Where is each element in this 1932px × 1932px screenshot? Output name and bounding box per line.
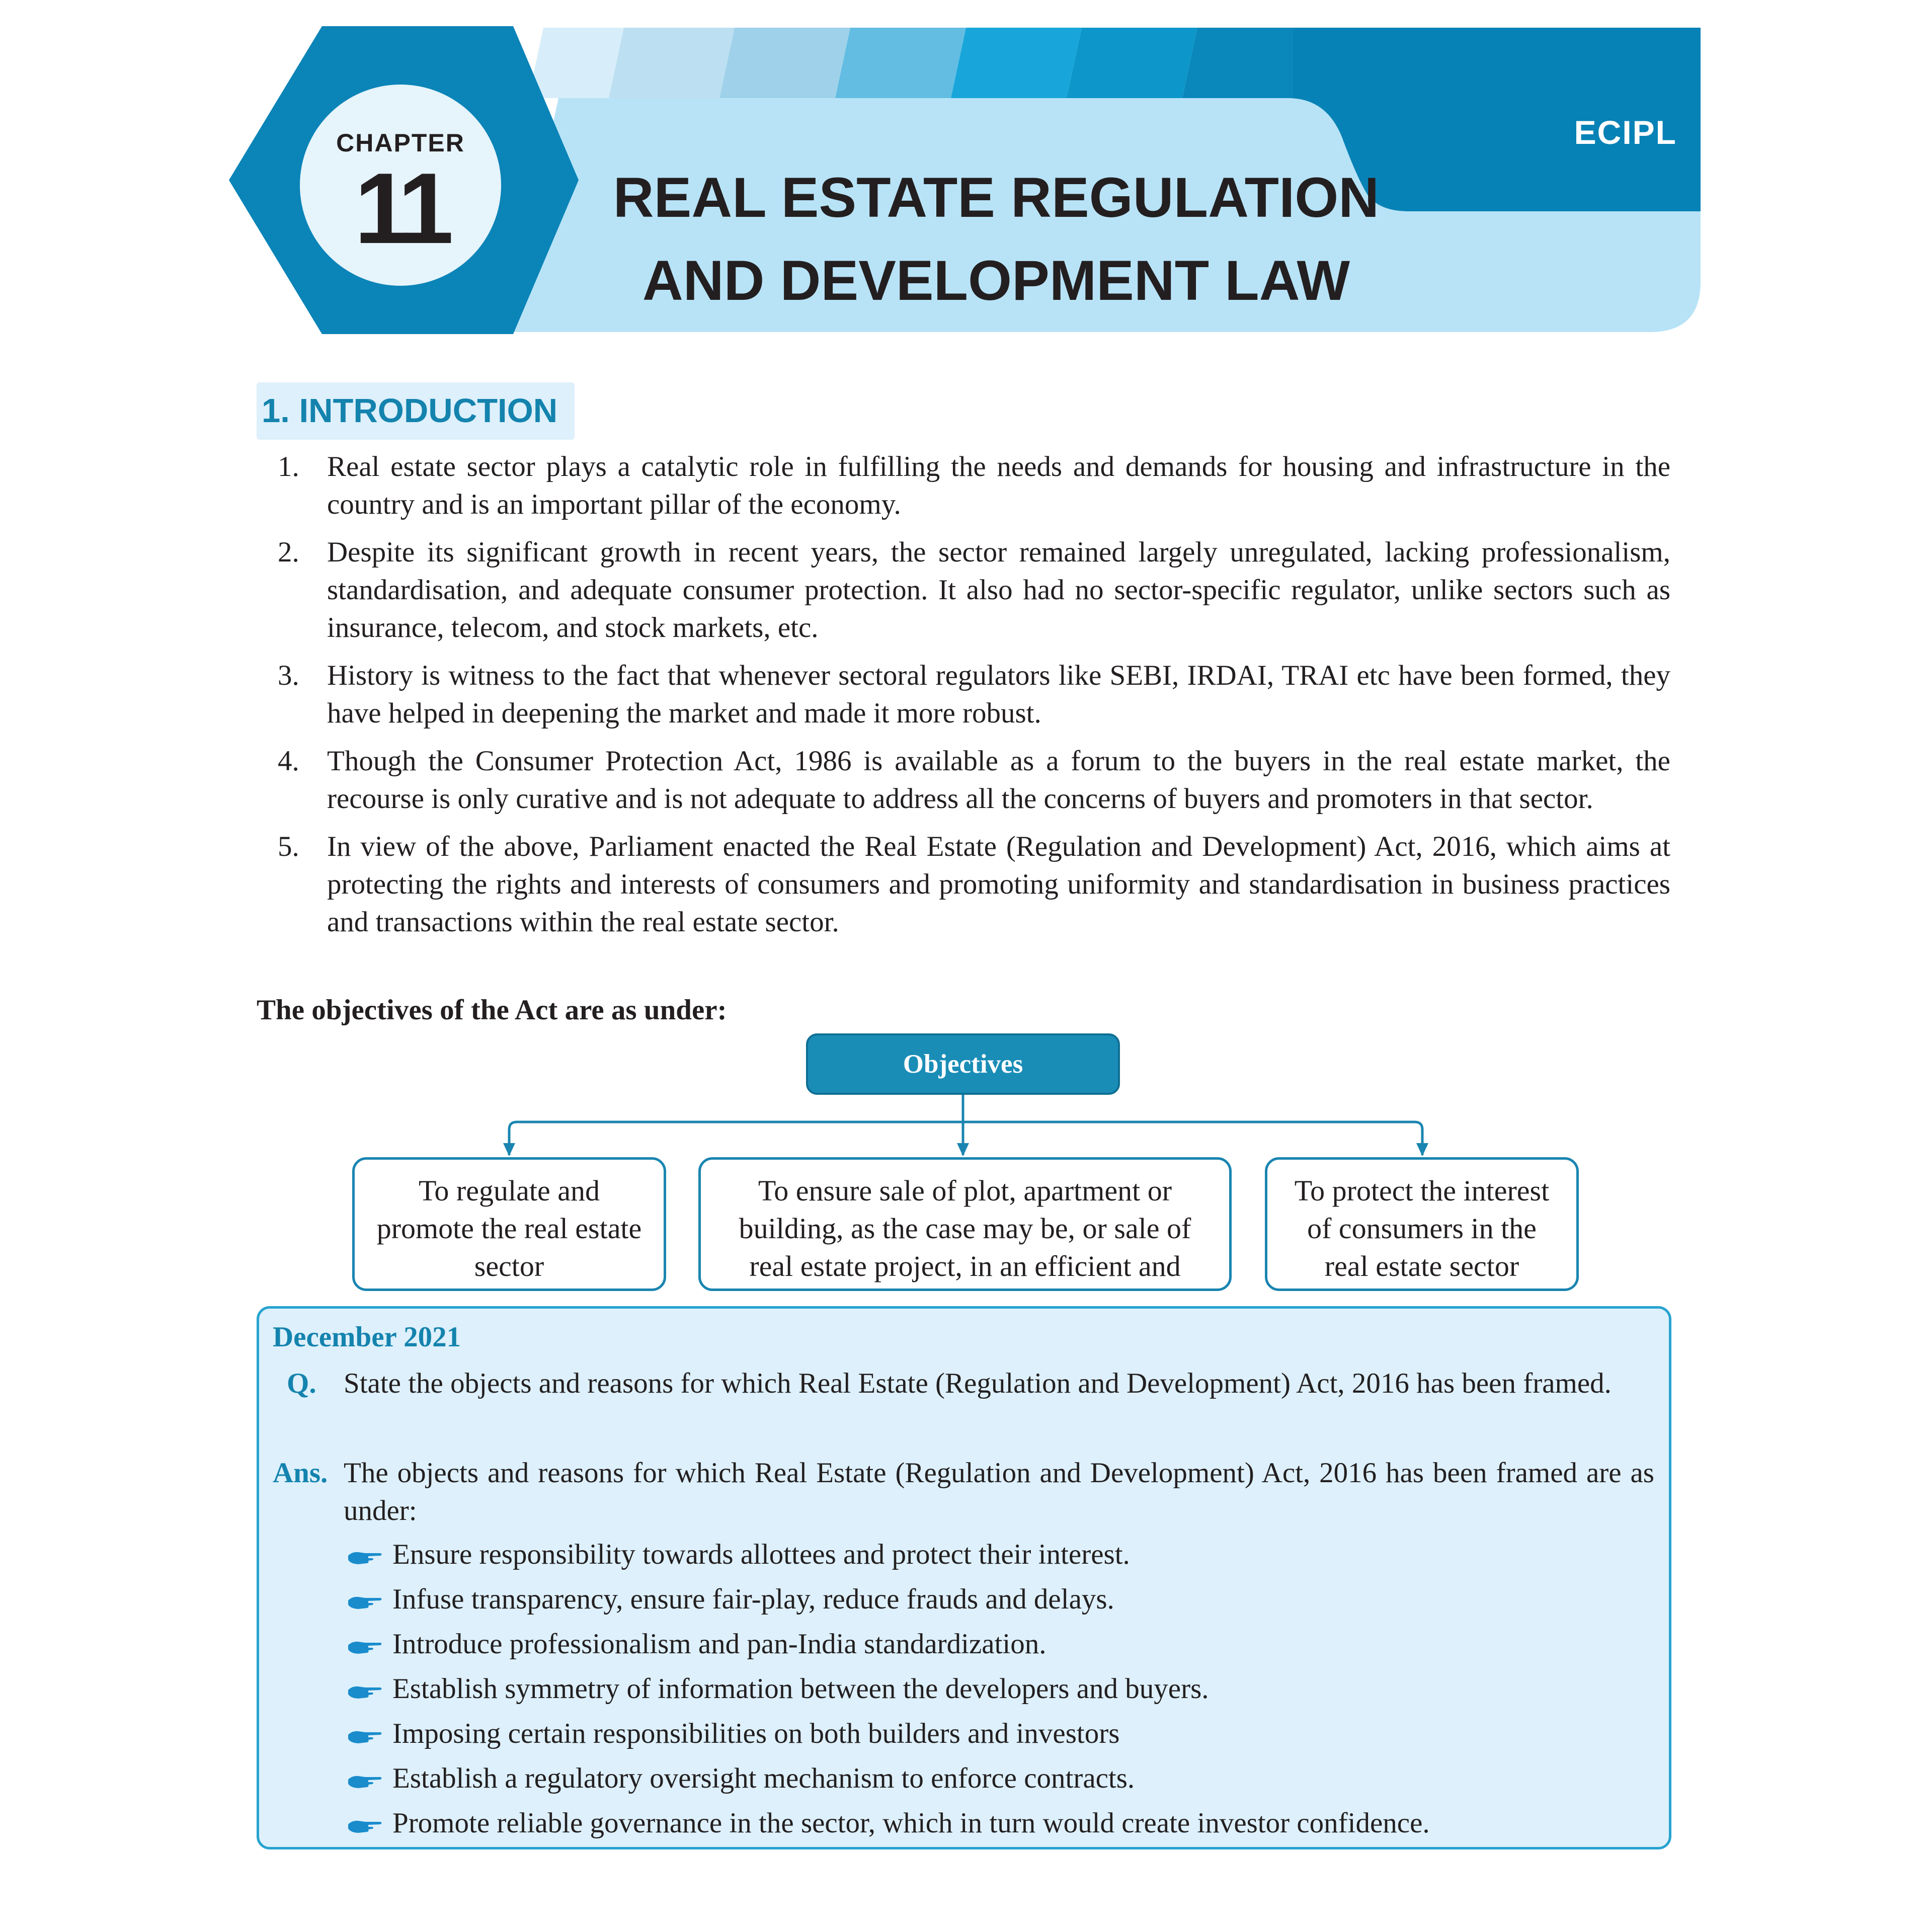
list-item-text: Real estate sector plays a catalytic role in fulfilling the needs and demands for housing and infrastructure in the country and is an important pillar of the economy. (327, 451, 1670, 520)
bullet-text: Introduce professionalism and pan-India standardization. (392, 1628, 1046, 1660)
bullet-text: Ensure responsibility towards allottees and protect their interest. (392, 1539, 1130, 1570)
list-item (347, 1715, 1430, 1759)
bullet-text: Infuse transparency, ensure fair-play, reduce frauds and delays. (392, 1583, 1114, 1615)
list-item-text: Though the Consumer Protection Act, 1986 is available as a forum to the buyers in the real estate market, the recourse is only curative and is not adequate to address all the concerns of buyers and promoters in that sector. (327, 745, 1670, 815)
objective-box-ensure-sale (698, 1157, 1232, 1291)
list-item-text: History is witness to the fact that whenever sectoral regulators like SEBI, IRDAI, TRAI etc have been formed, they have helped in deepening the market and made it more robust. (327, 660, 1670, 729)
list-item (347, 1580, 1430, 1625)
objective-box-line: building, as the case may be, or sale of (739, 1212, 1191, 1245)
objective-box-line: real estate project, in an efficient and (749, 1250, 1181, 1282)
pointing-hand-icon (347, 1817, 383, 1834)
list-item-text: Despite its significant growth in recent years, the sector remained largely unregulated, lacking professionalism, standardisation, and adequate consumer protection. It also had no sector-specific regulator, unlike sectors such as insurance, telecom, and stock markets, etc. (327, 536, 1670, 643)
pointing-hand-icon (347, 1773, 383, 1790)
brand-label: ECIPL (1574, 114, 1677, 151)
pointing-hand-icon (347, 1593, 383, 1611)
list-item-number: 3. (278, 660, 299, 691)
chapter-label: CHAPTER (336, 129, 465, 157)
objective-box-line: To ensure sale of plot, apartment or (758, 1174, 1172, 1207)
list-item (347, 1759, 1430, 1804)
answer-intro-text: The objects and reasons for which Real Estate (Regulation and Development) Act, 2016 has been framed are as under: (344, 1457, 1654, 1526)
bullet-text: Imposing certain responsibilities on both builders and investors (392, 1718, 1120, 1749)
pointing-hand-icon (347, 1638, 383, 1655)
bullet-text: Promote reliable governance in the sector, which in turn would create investor confidence. (392, 1807, 1430, 1839)
objective-box-line: To regulate and (419, 1174, 600, 1207)
objective-box-line: promote the real estate (376, 1212, 642, 1245)
bullet-text: Establish a regulatory oversight mechanism to enforce contracts. (392, 1762, 1135, 1794)
objectives-lead-text: The objectives of the Act are as under: (257, 994, 727, 1026)
pointing-hand-icon (347, 1549, 383, 1566)
list-item (347, 1804, 1430, 1849)
pointing-hand-icon (347, 1683, 383, 1700)
answer-label: Ans. (273, 1457, 328, 1489)
objectives-root-box: Objectives (806, 1033, 1120, 1095)
pointing-hand-icon (347, 1728, 383, 1745)
answer-bullet-list (347, 1536, 1430, 1849)
question-label: Q. (287, 1367, 316, 1399)
objective-box-regulate (352, 1157, 666, 1291)
objective-box-line: of consumers in the (1307, 1212, 1537, 1245)
exam-date-label: December 2021 (273, 1321, 461, 1353)
list-item (347, 1670, 1430, 1715)
list-item-number: 2. (278, 536, 299, 568)
bullet-text: Establish symmetry of information between the developers and buyers. (392, 1673, 1209, 1705)
list-item-number: 1. (278, 451, 299, 482)
chapter-number: 11 (354, 152, 447, 265)
objective-box-line: sector (474, 1250, 544, 1282)
question-text: State the objects and reasons for which Real Estate (Regulation and Development) Act, 2016 has been framed. (344, 1367, 1612, 1399)
chapter-title-line-1: REAL ESTATE REGULATION (613, 166, 1380, 229)
list-item (347, 1536, 1430, 1580)
objective-box-line: real estate sector (1324, 1250, 1519, 1282)
list-item-number: 5. (278, 831, 299, 862)
chapter-title-line-2: AND DEVELOPMENT LAW (642, 249, 1350, 312)
list-item-number: 4. (278, 745, 299, 777)
objective-box-line: To protect the interest (1294, 1174, 1550, 1207)
list-item-text: In view of the above, Parliament enacted the Real Estate (Regulation and Development) Act, 2016, which aims at protecting the rights and interests of consumers and promoting uniformity and standardisation in business practices and transactions within the real estate sector. (327, 831, 1670, 938)
list-item (347, 1625, 1430, 1670)
section-heading-introduction: 1. INTRODUCTION (257, 382, 575, 440)
objective-box-protect-consumers (1265, 1157, 1579, 1291)
